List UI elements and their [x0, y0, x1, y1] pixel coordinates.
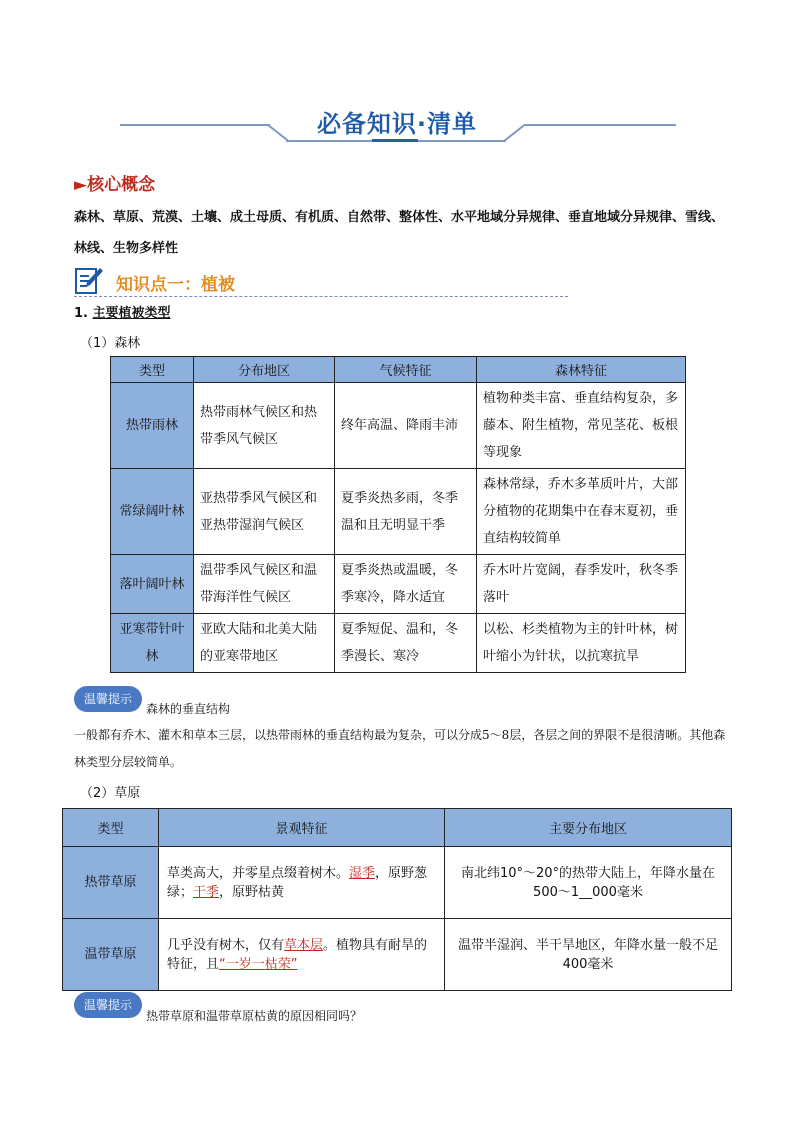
tip-badge: 温馨提示 [74, 992, 142, 1018]
table-row [111, 614, 686, 673]
table-row [63, 919, 732, 991]
header-line-right [524, 124, 676, 126]
grassland-label: （2）草原 [80, 786, 141, 801]
forest-type: 落叶阔叶林 [111, 555, 194, 614]
grassland-header-landscape: 景观特征 [159, 809, 445, 847]
knowledge-point-title: 知识点一：植被 [116, 275, 235, 295]
forest-climate: 夏季短促、温和，冬季漫长、寒冷 [335, 614, 477, 673]
forest-label: （1）森林 [80, 336, 141, 351]
keyword-wet-season: 湿季 [349, 865, 376, 881]
landscape-text: ，原野葱绿； [167, 865, 428, 900]
table-row [63, 847, 732, 919]
grassland-type: 温带草原 [63, 919, 159, 991]
forest-type: 热带雨林 [111, 383, 194, 469]
grassland-region: 南北纬10°～20°的热带大陆上，年降水量在500～1__000毫米 [445, 847, 732, 919]
header-accent-bar [372, 139, 418, 142]
landscape-text: 几乎没有树木，仅有 [167, 937, 285, 953]
landscape-text: 草类高大，并零星点缀着树木。 [167, 865, 350, 881]
grassland-header-type: 类型 [63, 809, 159, 847]
keyword-dry-season: 干季 [193, 884, 220, 900]
grassland-table [62, 808, 732, 991]
page-title: 必备知识·清单 [316, 110, 478, 138]
section-title: 主要植被类型 [92, 306, 171, 321]
forest-header-feature: 森林特征 [477, 357, 686, 383]
grassland-landscape [159, 919, 445, 991]
forest-climate: 终年高温、降雨丰沛 [335, 383, 477, 469]
forest-feature: 以松、杉类植物为主的针叶林，树叶缩小为针状，以抗寒抗旱 [477, 614, 686, 673]
tip-title: 森林的垂直结构 [146, 702, 231, 716]
forest-header-type: 类型 [111, 357, 194, 383]
forest-type: 常绿阔叶林 [111, 469, 194, 555]
forest-climate: 夏季炎热多雨，冬季温和且无明显干季 [335, 469, 477, 555]
keyword-herb-layer: 草本层 [284, 937, 324, 953]
table-row [111, 383, 686, 469]
landscape-text: 。植物具有耐旱的特征，且 [167, 937, 428, 972]
keyword-annual-cycle: “一岁一枯荣” [219, 956, 298, 972]
grassland-landscape [159, 847, 445, 919]
tip-question: 热带草原和温带草原枯黄的原因相同吗？ [146, 1009, 363, 1023]
forest-header-climate: 气候特征 [335, 357, 477, 383]
forest-region: 亚欧大陆和北美大陆的亚寒带地区 [194, 614, 335, 673]
core-concept-text: 森林、草原、荒漠、土壤、成土母质、有机质、自然带、整体性、水平地域分异规律、垂直地域分异规律、雪线、林线、生物多样性 [74, 210, 725, 256]
grassland-region: 温带半湿润、半干旱地区，年降水量一般不足400毫米 [445, 919, 732, 991]
forest-table [110, 356, 686, 673]
forest-region: 热带雨林气候区和热带季风气候区 [194, 383, 335, 469]
forest-type: 亚寒带针叶林 [111, 614, 194, 673]
header-line-left [120, 124, 270, 126]
forest-feature: 森林常绿，乔木多革质叶片，大部分植物的花期集中在春末夏初，垂直结构较简单 [477, 469, 686, 555]
section-heading [74, 302, 171, 321]
table-row [111, 469, 686, 555]
grassland-header-region: 主要分布地区 [445, 809, 732, 847]
forest-region: 温带季风气候区和温带海洋性气候区 [194, 555, 335, 614]
forest-region: 亚热带季风气候区和亚热带湿润气候区 [194, 469, 335, 555]
tip-badge: 温馨提示 [74, 686, 142, 712]
section-number: 1. [74, 306, 88, 321]
tip-paragraph: 一般都有乔木、灌木和草本三层，以热带雨林的垂直结构最为复杂，可以分成5～8层，各层之间的界限不是很清晰。其他森林类型分层较简单。 [74, 728, 726, 769]
notebook-pencil-icon [74, 265, 104, 295]
table-row [111, 555, 686, 614]
landscape-text: ，原野枯黄 [219, 884, 285, 900]
forest-climate: 夏季炎热或温暖，冬季寒冷，降水适宜 [335, 555, 477, 614]
core-concept-heading: ►核心概念 [74, 175, 156, 195]
forest-feature: 乔木叶片宽阔，春季发叶，秋冬季落叶 [477, 555, 686, 614]
knowledge-point-divider [74, 296, 568, 297]
forest-header-region: 分布地区 [194, 357, 335, 383]
forest-feature: 植物种类丰富、垂直结构复杂，多藤本、附生植物，常见茎花、板根等现象 [477, 383, 686, 469]
grassland-type: 热带草原 [63, 847, 159, 919]
